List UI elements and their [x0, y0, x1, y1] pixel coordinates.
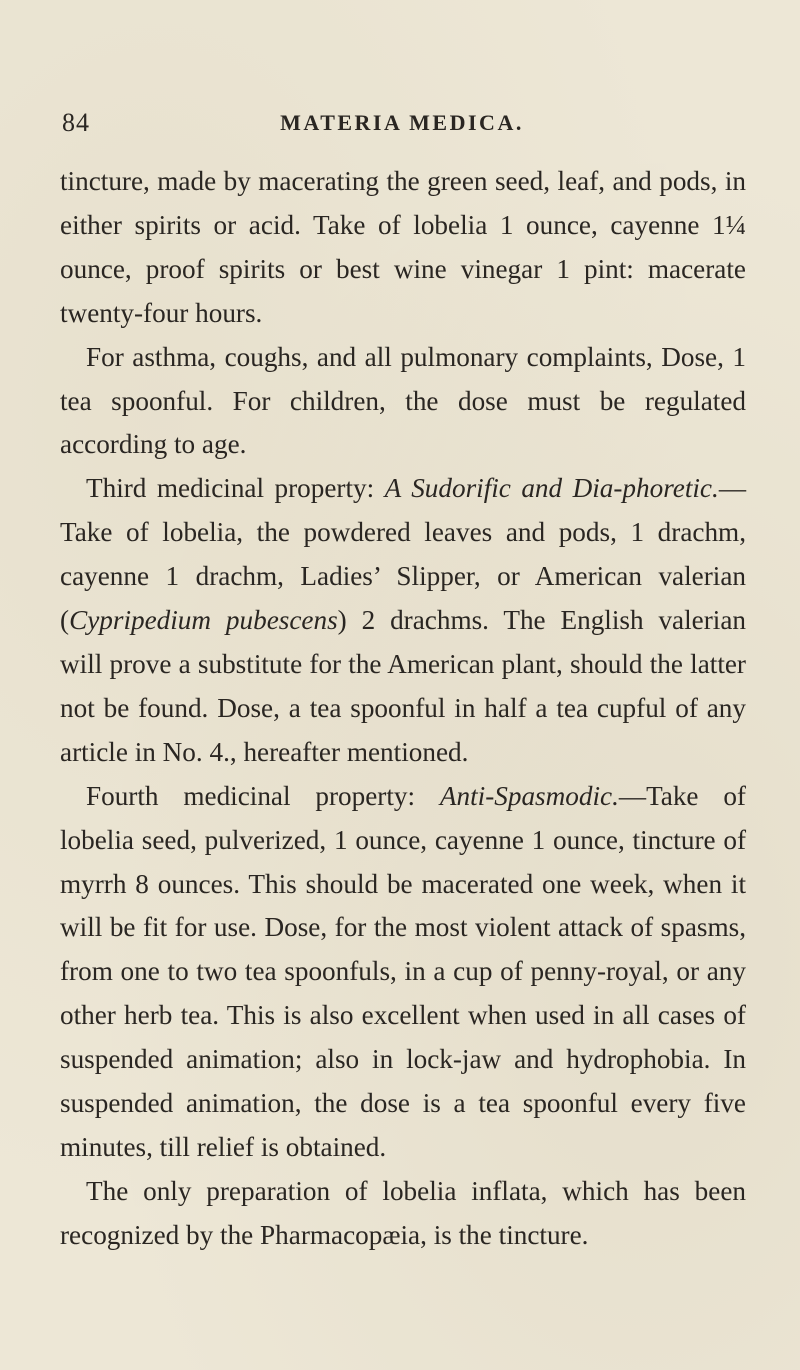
third-property-text-b: ) 2 drachms. The English valerian will prove a substitute for the American plant, should the latter not be found. Dose, a tea spoonful in half a tea cupful of any article in No. 4., hereafter mentioned. [60, 605, 747, 767]
paragraph-asthma-dose: For asthma, coughs, and all pulmonary complaints, Dose, 1 tea spoonful. For children, the dose must be regulated according to age. [60, 341, 746, 460]
paragraph-tincture: tincture, made by macerating the green seed, leaf, and pods, in either spirits or acid. Take of lobelia 1 ounce, cayenne 1¼ ounce, proof spirits or best wine vinegar 1 pint: macerate twenty-four hours. [60, 166, 746, 328]
species-name: Cypripedium pubescens [69, 605, 338, 636]
third-property-text-a: —Take of lobelia, the powdered leaves and pods, 1 drachm, cayenne 1 drachm, Ladies’ Slipper, or American valerian ( [60, 473, 746, 636]
third-property-title: A Sudorific and Dia-phoretic. [384, 473, 719, 504]
page-header [62, 108, 742, 148]
paragraph-fourth-property [60, 775, 746, 1170]
fourth-property-lead: Fourth medicinal property: [86, 780, 440, 811]
paragraph-pharmacopoeia: The only preparation of lobelia inflata, which has been recognized by the Pharmacopæia, is the tincture. [60, 1175, 746, 1250]
page-number: 84 [62, 108, 90, 137]
fourth-property-title: Anti-Spasmodic. [439, 780, 619, 811]
paragraph-third-property [60, 467, 746, 774]
running-head: MATERIA MEDICA. [280, 110, 524, 135]
third-property-lead: Third medicinal property: [86, 473, 385, 504]
fourth-property-text: —Take of lobelia seed, pulverized, 1 ounce, cayenne 1 ounce, tincture of myrrh 8 ounces. This should be macerated one week, when it will be fit for use. Dose, for the most violent attack of spasms, from one to two tea spoonfuls, in a cup of penny-royal, or any other herb tea. This is also excellent when used in all cases of suspended animation; also in lock-jaw and hydrophobia. In suspended animation, the dose is a tea spoonful every five minutes, till relief is obtained. [60, 780, 746, 1162]
body-text [60, 160, 746, 1258]
